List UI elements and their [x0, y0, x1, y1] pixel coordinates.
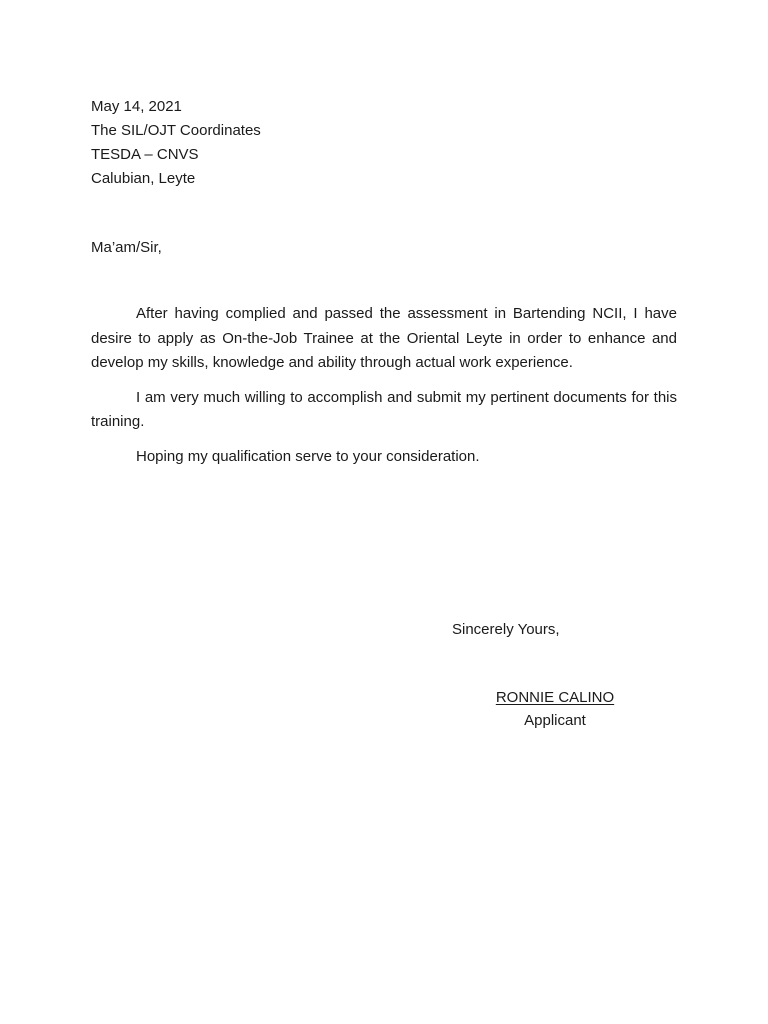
- signature-block: [470, 686, 640, 732]
- signer-name: RONNIE CALINO: [495, 689, 615, 706]
- body-paragraph-3: Hoping my qualification serve to your consideration.: [136, 447, 480, 465]
- letter-body: [91, 302, 677, 479]
- body-paragraph-2: I am very much willing to accomplish and submit my pertinent documents for this training.: [91, 388, 677, 430]
- salutation: Ma’am/Sir,: [91, 239, 162, 256]
- recipient-line-2: TESDA – CNVS: [91, 146, 199, 163]
- body-paragraph-1: After having complied and passed the assessment in Bartending NCII, I have desire to apply as On-the-Job Trainee at the Oriental Leyte in order to enhance and develop my skills, knowledge and ability through actual work experience.: [91, 305, 677, 371]
- closing: Sincerely Yours,: [452, 621, 560, 638]
- letter-date: May 14, 2021: [91, 98, 182, 115]
- address-block: [91, 95, 261, 191]
- recipient-line-3: Calubian, Leyte: [91, 170, 196, 187]
- recipient-line-1: The SIL/OJT Coordinates: [91, 122, 261, 139]
- signer-title: Applicant: [524, 712, 586, 729]
